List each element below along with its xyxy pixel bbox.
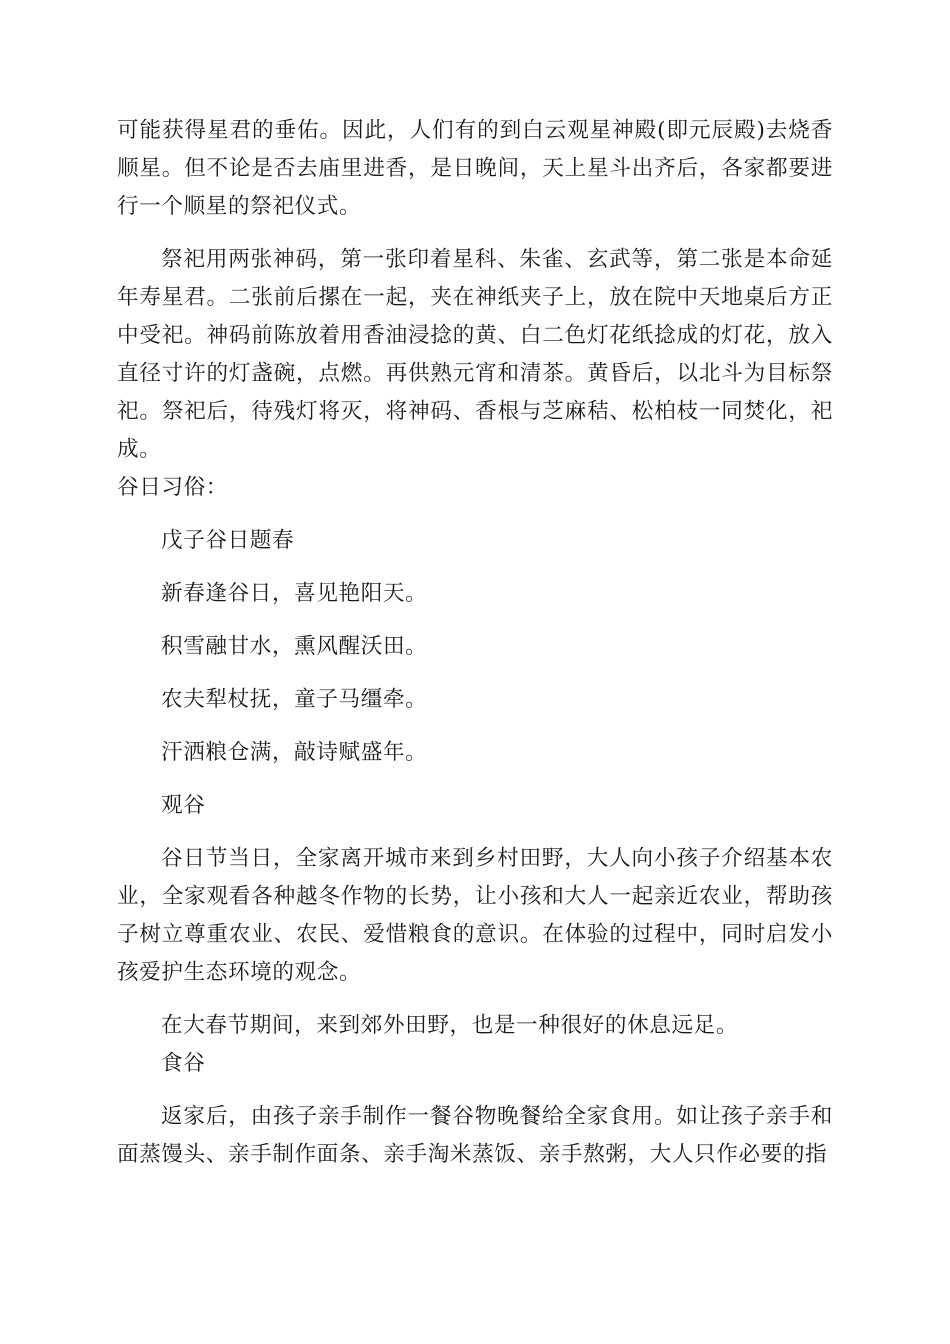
poem-line: 汗洒粮仓满，敲诗赋盛年。	[161, 740, 428, 765]
poem-block	[117, 522, 833, 825]
poem-title: 戊子谷日题春	[161, 528, 295, 553]
poem-line: 新春逢谷日，喜见艳阳天。	[161, 581, 428, 606]
section-title-guri-customs: 谷日习俗：	[117, 475, 228, 500]
paragraph-guangu-body: 谷日节当日，全家离开城市来到乡村田野，大人向小孩子介绍基本农业，全家观看各种越冬作物的长势，让小孩和大人一起亲近农业，帮助孩子树立尊重农业、农民、爱惜粮食的意识。在体验的过程中，同时启发小孩爱护生态环境的观念。	[117, 846, 833, 985]
paragraph-outing: 在大春节期间，来到郊外田野，也是一种很好的休息远足。	[161, 1013, 739, 1038]
sub-heading-guangu: 观谷	[161, 793, 206, 818]
poem-line: 积雪融甘水，熏风醒沃田。	[161, 634, 428, 659]
paragraph-shunxing-intro: 可能获得星君的垂佑。因此，人们有的到白云观星神殿(即元辰殿)去烧香顺星。但不论是否去庙里进香，是日晚间，天上星斗出齐后，各家都要进行一个顺星的祭祀仪式。	[117, 118, 833, 219]
paragraph-shigu-body: 返家后，由孩子亲手制作一餐谷物晚餐给全家食用。如让孩子亲手和面蒸馒头、亲手制作面条、亲手淘米蒸饭、亲手熬粥，大人只作必要的指	[117, 1104, 833, 1167]
sub-heading-shigu: 食谷	[161, 1051, 206, 1076]
poem-line: 农夫犁杖抚，童子马缰牵。	[161, 687, 428, 712]
paragraph-sacrifice-ritual: 祭祀用两张神码，第一张印着星科、朱雀、玄武等，第二张是本命延年寿星君。二张前后摞在一起，夹在神纸夹子上，放在院中天地桌后方正中受祀。神码前陈放着用香油浸捻的黄、白二色灯花纸捻成的灯花，放入直径寸许的灯盏碗，点燃。再供熟元宵和清茶。黄昏后，以北斗为目标祭祀。祭祀后，待残灯将灭，将神码、香根与芝麻秸、松柏枝一同焚化，祀成。	[117, 247, 833, 462]
document-page	[117, 112, 833, 1174]
